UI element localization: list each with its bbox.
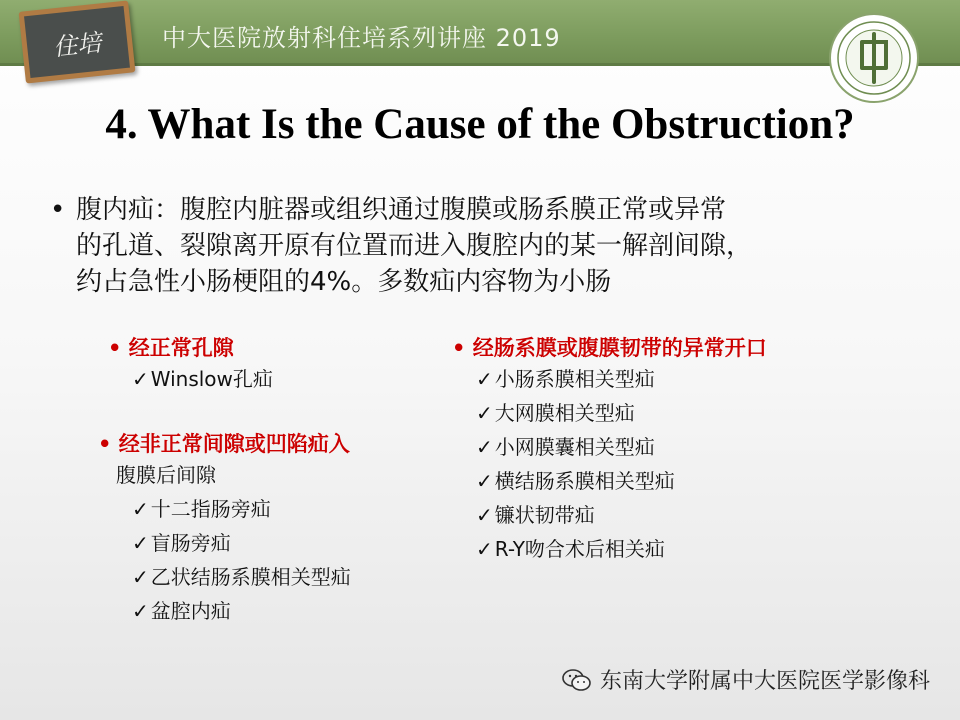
badge-text: 住培 bbox=[51, 28, 103, 61]
group-heading: • 经肠系膜或腹膜韧带的异常开口 bbox=[452, 336, 767, 360]
slide-title: 4. What Is the Cause of the Obstruction? bbox=[105, 101, 855, 148]
list-item: ✓ 十二指肠旁疝 bbox=[132, 497, 271, 521]
checkmark-icon: ✓ bbox=[132, 599, 149, 623]
list-item: ✓ 小网膜囊相关型疝 bbox=[476, 435, 655, 459]
checkmark-icon: ✓ bbox=[132, 497, 149, 521]
checkmark-icon: ✓ bbox=[132, 565, 149, 589]
checkmark-icon: ✓ bbox=[476, 503, 493, 527]
series-title: 中大医院放射科住培系列讲座 2019 bbox=[162, 24, 561, 52]
checkmark-icon: ✓ bbox=[476, 367, 493, 391]
list-item: ✓ 小肠系膜相关型疝 bbox=[476, 367, 655, 391]
bullet-dot: • bbox=[50, 195, 66, 225]
list-item: ✓ 横结肠系膜相关型疝 bbox=[476, 469, 675, 493]
list-item: ✓ 大网膜相关型疝 bbox=[476, 401, 635, 425]
watermark-text: 东南大学附属中大医院医学影像科 bbox=[599, 669, 930, 694]
checkmark-icon: ✓ bbox=[476, 469, 493, 493]
group-heading: • 经非正常间隙或凹陷疝入 bbox=[98, 432, 350, 456]
checkmark-icon: ✓ bbox=[476, 435, 493, 459]
checkmark-icon: ✓ bbox=[132, 531, 149, 555]
intro-paragraph bbox=[50, 192, 930, 300]
list-item: ✓ 镰状韧带疝 bbox=[476, 503, 595, 527]
intro-line: 约占急性小肠梗阻的4%。多数疝内容物为小肠 bbox=[76, 267, 612, 297]
wechat-icon bbox=[562, 668, 592, 692]
intro-line: 的孔道、裂隙离开原有位置而进入腹腔内的某一解剖间隙， bbox=[76, 231, 753, 261]
footer-watermark bbox=[562, 664, 930, 695]
right-group-mesentery bbox=[452, 332, 767, 566]
hospital-logo-icon bbox=[828, 12, 920, 104]
group-subheading: 腹膜后间隙 bbox=[116, 463, 216, 487]
chalkboard-badge bbox=[19, 0, 136, 83]
list-item: ✓ 乙状结肠系膜相关型疝 bbox=[132, 565, 351, 589]
list-item: ✓ 盆腔内疝 bbox=[132, 599, 231, 623]
list-item: ✓ R-Y吻合术后相关疝 bbox=[476, 537, 665, 561]
checkmark-icon: ✓ bbox=[132, 367, 149, 391]
list-item: ✓ Winslow孔疝 bbox=[132, 367, 273, 391]
checkmark-icon: ✓ bbox=[476, 537, 493, 561]
checkmark-icon: ✓ bbox=[476, 401, 493, 425]
intro-line: 腹内疝：腹腔内脏器或组织通过腹膜或肠系膜正常或异常 bbox=[76, 195, 727, 225]
left-group-abnormal bbox=[98, 428, 351, 628]
group-heading: • 经正常孔隙 bbox=[108, 336, 234, 360]
list-item: ✓ 盲肠旁疝 bbox=[132, 531, 231, 555]
left-group-normal bbox=[108, 332, 273, 396]
